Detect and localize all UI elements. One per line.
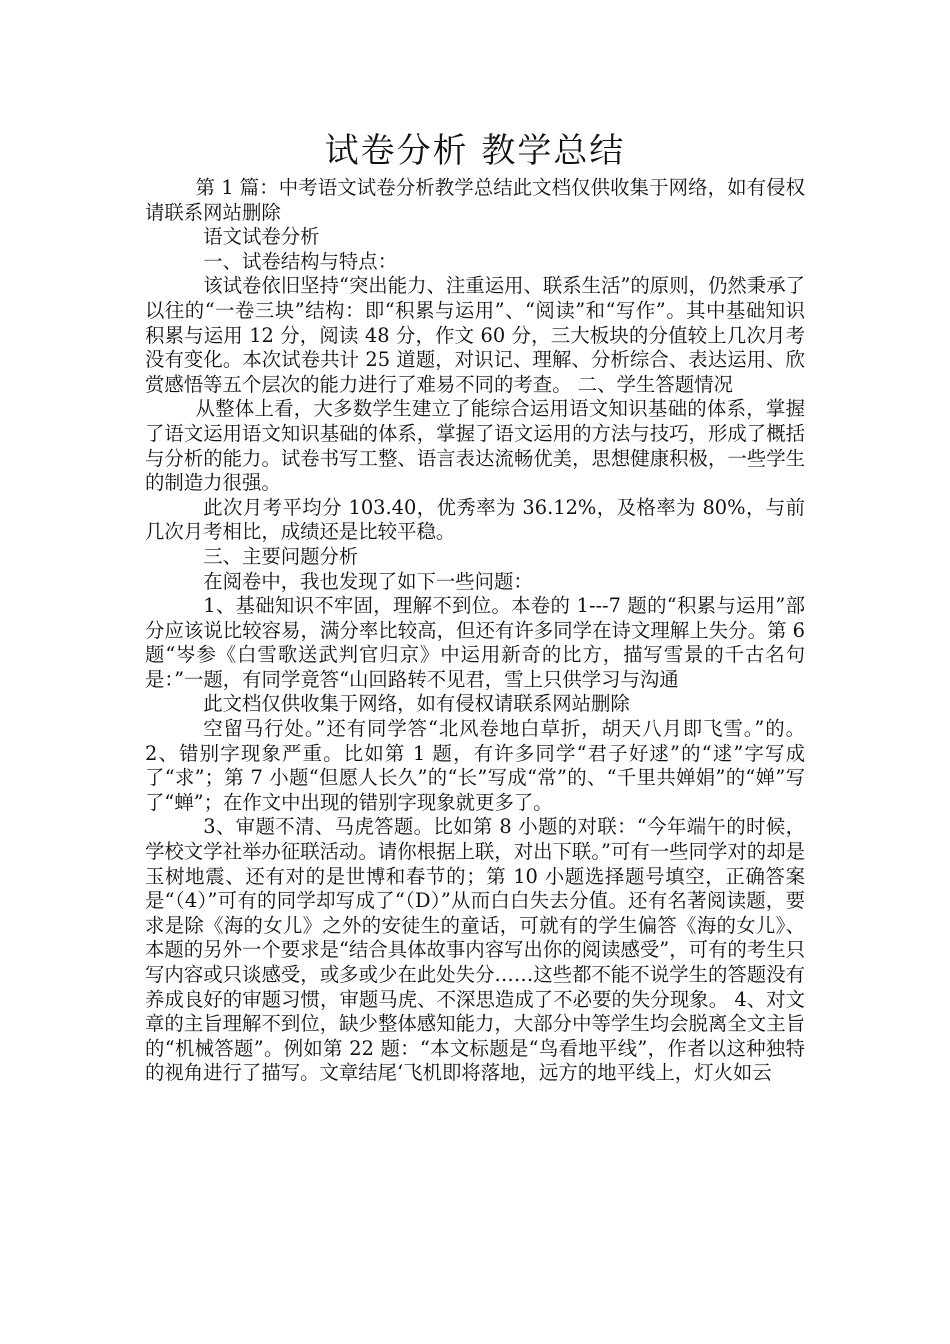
paragraph-overall: 从整体上看，大多数学生建立了能综合运用语文知识基础的体系，掌握了语文运用语文知识基础的体系，掌握了语文运用的方法与技巧，形成了概括与分析的能力。试卷书写工整、语言表达流畅优美，思想健康积极，一些学生的制造力很强。 [145,397,805,495]
paragraph-structure: 该试卷依旧坚持“突出能力、注重运用、联系生活”的原则，仍然秉承了以往的“一卷三块”结构：即“积累与运用”、“阅读”和“写作”。其中基础知识积累与运用 12 分，阅读 48 分，作文 60 分，三大板块的分值较上几次月考没有变化。本次试卷共计 25 道题，对识记、理解、分析综合、表达运用、欣赏感悟等五个层次的能力进行了难易不同的考查。 二、学生答题情况 [145,274,805,396]
document-title: 试卷分析 教学总结 [324,131,626,171]
paragraph-disclaimer: 此文档仅供收集于网络，如有侵权请联系网站删除 [203,692,630,716]
paragraph-heading-problems: 三、主要问题分析 [203,544,359,568]
paragraph-problem-3: 3、审题不清、马虎答题。比如第 8 小题的对联：“今年端午的时候，学校文学社举办征联活动。请你根据上联，对出下联。”可有一些同学对的却是玉树地震、还有对的是世博和春节的；第 10 小题选择题号填空，正确答案是“（4）”可有的同学却写成了“（D）”从而白白失去分值。还有名著阅读题，要求是除《海的女儿》之外的安徒生的童话，可就有的学生偏答《海的女儿》、本题的另外一个要求是“结合具体故事内容写出你的阅读感受”，可有的考生只写内容或只谈感受，或多或少在此处失分……这些都不能不说学生的答题没有养成良好的审题习惯，审题马虎、不深思造成了不必要的失分现象。 4、对文章的主旨理解不到位，缺少整体感知能力，大部分中等学生均会脱离全文主旨的“机械答题”。例如第 22 题：“本文标题是“鸟看地平线”，作者以这种独特的视角进行了描写。文章结尾‘飞机即将落地，远方的地平线上，灯火如云 [145,815,805,1085]
paragraph-problem-2: 空留马行处。”还有同学答“北风卷地白草折，胡天八月即飞雪。”的。 2、错别字现象严重。比如第 1 题，有许多同学“君子好逑”的“逑”字写成了“求”；第 7 小题“但愿人长久”的“长”写成“常”的、“千里共婵娟”的“婵”写了“蝉”；在作文中出现的错别字现象就更多了。 [145,717,805,814]
paragraph-heading-structure: 一、试卷结构与特点： [203,249,398,273]
paragraph-intro: 第 1 篇：中考语文试卷分析教学总结此文档仅供收集于网络，如有侵权请联系网站删除 [145,176,805,224]
paragraph-scores: 此次月考平均分 103.40，优秀率为 36.12%，及格率为 80%，与前几次月考相比，成绩还是比较平稳。 [145,495,805,544]
paragraph-problem-1: 1、基础知识不牢固，理解不到位。本卷的 1---7 题的“积累与运用”部分应该说比较容易，满分率比较高，但还有许多同学在诗文理解上失分。第 6 题“岑参《白雪歌送武判官归京》中运用新奇的比方，描写雪景的千古名句是：”一题，有同学竟答“山回路转不见君，雪上只供学习与沟通 [145,594,805,691]
document-page [145,128,805,1086]
paragraph-problems-intro: 在阅卷中，我也发现了如下一些问题： [203,569,533,593]
paragraph-section-heading: 语文试卷分析 [203,225,320,249]
